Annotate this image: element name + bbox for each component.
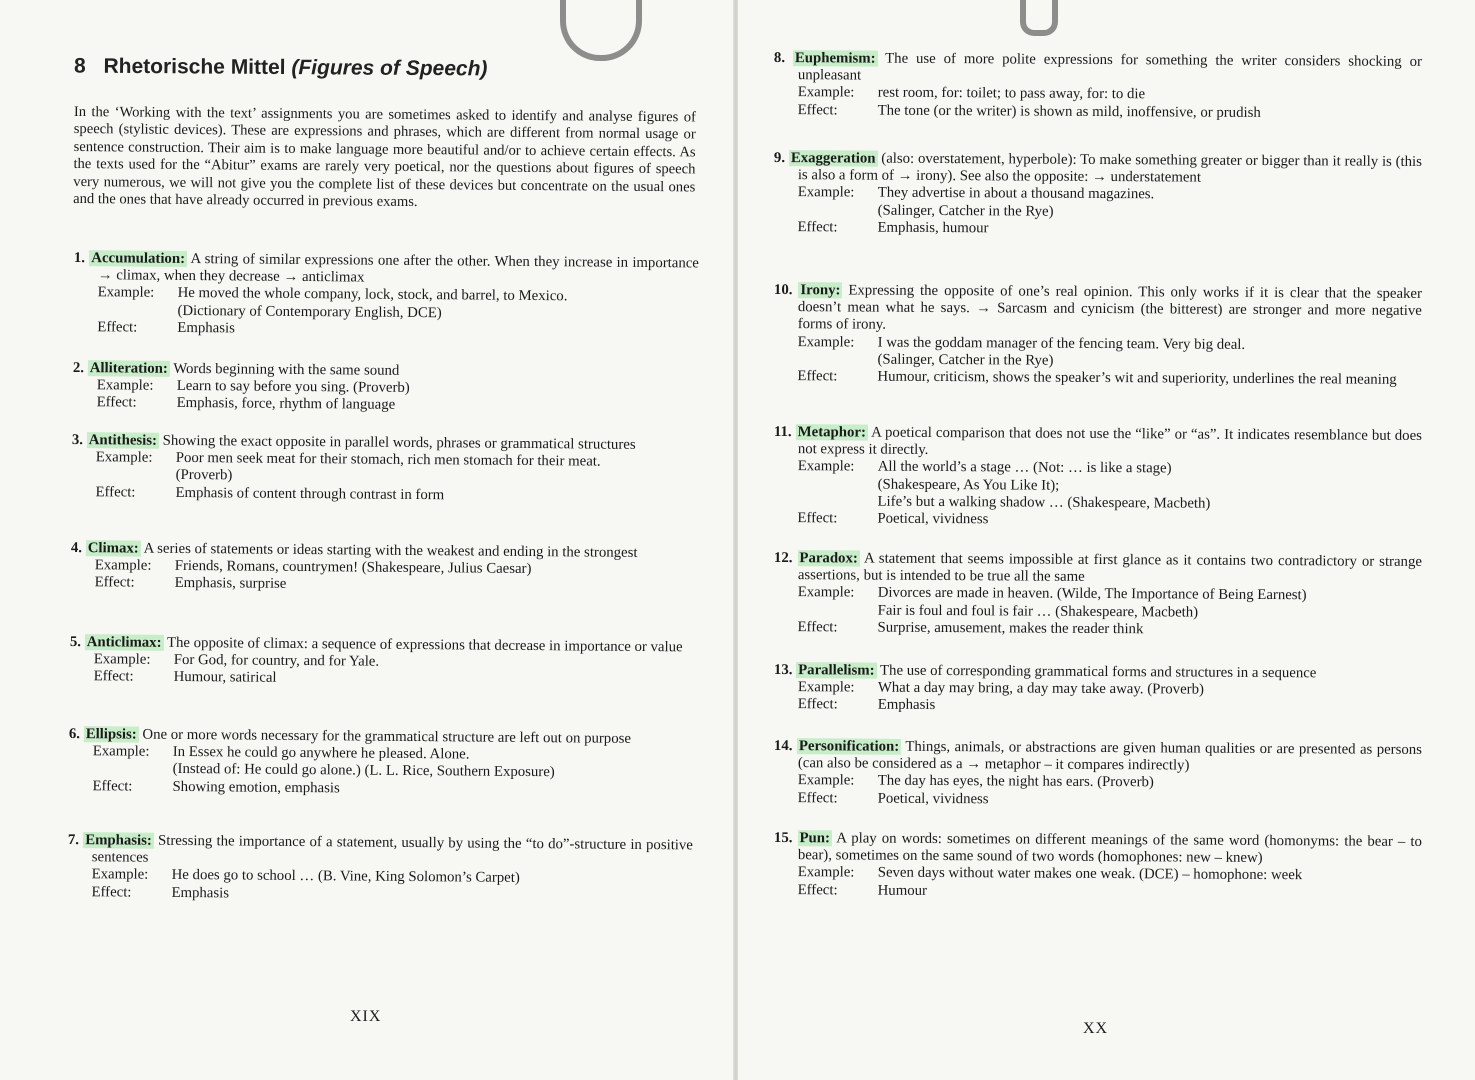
- example-label: Example:: [92, 743, 150, 760]
- effect-text: Emphasis: [877, 697, 936, 714]
- example-continuation: (Instead of: He could go alone.) (L. L. Rice, Southern Exposure): [172, 761, 555, 781]
- entry-term: Euphemism:: [794, 50, 876, 67]
- figure-entry: [774, 830, 1422, 903]
- example-text: rest room, for: toilet; to pass away, for: to die: [877, 85, 1146, 103]
- effect-text: Emphasis, humour: [877, 219, 989, 237]
- effect-label: Effect:: [797, 218, 838, 236]
- example-text: All the world’s a stage … (Not: … is like a stage): [877, 459, 1172, 477]
- example-text: What a day may bring, a day may take away. (Proverb): [877, 679, 1204, 698]
- effect-label: Effect:: [94, 574, 135, 591]
- effect-row: [774, 102, 1422, 123]
- effect-text: Poetical, vividness: [877, 510, 989, 528]
- figure-entry: [73, 250, 699, 341]
- entry-heading: [774, 738, 1422, 776]
- intro-paragraph: In the ‘Working with the text’ assignments you are sometimes asked to identify and analyse figures of speech (stylistic devices). These are expressions and phrases, which are different from normal usage or sentence construction. Their aim is to make language more beautiful and/or to achieve certain effects. As the texts used for the “Abitur” exams are rarely very poetical, nor the questions about figures of speech very numerous, we will not give you the complete list of these devices but concentrate on the usual ones and the ones that have already occurred in previous exams.: [73, 104, 696, 211]
- entry-definition: Showing the exact opposite in parallel words, phrases or grammatical structures: [162, 432, 636, 453]
- example-text: Divorces are made in heaven. (Wilde, The Importance of Being Earnest): [877, 585, 1307, 604]
- effect-text: Humour, criticism, shows the speaker’s wit and superiority, underlines the real meaning: [877, 368, 1397, 388]
- effect-label: Effect:: [97, 319, 138, 336]
- example-text: Friends, Romans, countrymen! (Shakespeare, Julius Caesar): [174, 558, 532, 578]
- example-label: Example:: [797, 864, 855, 881]
- effect-label: Effect:: [797, 368, 838, 385]
- entry-term: Accumulation:: [91, 250, 186, 267]
- entry-number: 13.: [773, 662, 793, 679]
- effect-row: [774, 696, 1422, 717]
- example-label: Example:: [94, 557, 152, 574]
- entry-heading: [774, 150, 1422, 188]
- entry-term: Antithesis:: [88, 432, 158, 449]
- figure-entry: [71, 540, 696, 597]
- effect-label: Effect:: [797, 510, 838, 527]
- entry-term: Irony:: [800, 282, 841, 299]
- figure-entry: [68, 726, 694, 800]
- entry-definition: A play on words: sometimes on different meanings of the same word (homonyms: the bear – to bear), sometimes on the same sound of two words (homophones: new – knew): [797, 830, 1423, 867]
- entry-number: 10.: [773, 282, 793, 299]
- effect-label: Effect:: [797, 789, 838, 806]
- example-text: He moved the whole company, lock, stock, and barrel, to Mexico.: [177, 285, 568, 305]
- entry-term: Alliteration:: [89, 360, 168, 377]
- example-continuation: (Salinger, Catcher in the Rye): [877, 202, 1054, 220]
- entry-number: 3.: [71, 432, 84, 449]
- example-text: He does go to school … (B. Vine, King Solomon’s Carpet): [171, 867, 520, 887]
- example-text: Poor men seek meat for their stomach, rich men stomach for their meat.: [175, 450, 601, 470]
- example-text: For God, for country, and for Yale.: [173, 652, 380, 670]
- example-label: Example:: [797, 584, 855, 601]
- entry-number: 2.: [72, 360, 85, 377]
- entry-number: 8.: [773, 50, 786, 67]
- example-label: Example:: [797, 679, 855, 696]
- effect-label: Effect:: [92, 777, 133, 795]
- example-label: Example:: [797, 184, 855, 201]
- effect-text: Showing emotion, emphasis: [172, 778, 340, 796]
- example-label: Example:: [97, 284, 155, 302]
- figure-entry: [71, 432, 697, 506]
- entry-term: Pun:: [799, 830, 831, 847]
- entry-definition: A string of similar expressions one after the other. When they increase in importance → climax, when they decrease → anticlimax: [97, 251, 699, 286]
- entry-definition: The use of more polite expressions for something the writer considers shocking or unpleasant: [797, 50, 1422, 84]
- example-text: In Essex he could go anywhere he pleased. Alone.: [172, 744, 470, 763]
- effect-row: [773, 368, 1421, 389]
- entry-definition: Things, animals, or abstractions are given human qualities or are presented as persons (can also be considered as a → metaphor – it compares indirectly): [797, 738, 1422, 774]
- entry-definition: Expressing the opposite of one’s real opinion. This only works if it is clear that the speaker doesn’t mean what he says. → Sarcasm and cynicism (the bitterest) are stronger and more negative forms of irony.: [797, 282, 1422, 334]
- entry-term: Ellipsis:: [85, 726, 137, 743]
- entry-number: 1.: [73, 250, 86, 267]
- example-continuation: (Proverb): [175, 467, 233, 484]
- example-text: I was the goddam manager of the fencing team. Very big deal.: [877, 334, 1246, 353]
- example-label: Example:: [797, 84, 855, 101]
- example-continuation: (Shakespeare, As You Like It);: [877, 476, 1060, 494]
- entry-number: 12.: [773, 550, 793, 567]
- figure-entry: [67, 832, 693, 906]
- effect-label: Effect:: [95, 483, 136, 501]
- effect-row: [774, 882, 1422, 903]
- example-continuation: Life’s but a walking shadow … (Shakespeare, Macbeth): [877, 493, 1211, 512]
- entry-term: Paradox:: [799, 550, 858, 567]
- entry-term: Anticlimax:: [86, 634, 162, 651]
- entry-term: Parallelism:: [798, 662, 875, 679]
- entry-number: 4.: [70, 540, 83, 557]
- example-label: Example:: [797, 458, 855, 475]
- entry-number: 5.: [69, 634, 82, 651]
- effect-label: Effect:: [797, 618, 838, 636]
- entry-definition: The use of corresponding grammatical forms and structures in a sequence: [879, 662, 1317, 682]
- example-continuation: (Dictionary of Contemporary English, DCE): [177, 302, 442, 321]
- entry-number: 6.: [68, 726, 81, 743]
- effect-label: Effect:: [91, 883, 132, 901]
- effect-text: Surprise, amusement, makes the reader think: [877, 619, 1144, 638]
- effect-text: Poetical, vividness: [877, 790, 989, 807]
- chapter-number: 8: [73, 54, 86, 78]
- effect-text: Emphasis, force, rhythm of language: [176, 395, 396, 414]
- entry-term: Emphasis:: [85, 832, 152, 849]
- entry-heading: [774, 550, 1422, 588]
- example-label: Example:: [93, 651, 151, 668]
- entry-heading: [74, 250, 699, 290]
- figure-entry: [774, 738, 1422, 811]
- figure-entry: [773, 424, 1422, 531]
- example-label: Example:: [96, 377, 154, 394]
- entry-definition: A statement that seems impossible at first glance as it contains two contradictory or strange assertions, but is intended to be true all the same: [797, 550, 1422, 586]
- entry-definition: Stressing the importance of a statement, usually by using the “to do”-structure in positive sentences: [91, 832, 693, 866]
- right-page: [738, 0, 1475, 1080]
- entry-number: 14.: [773, 738, 793, 755]
- figure-entry: [774, 50, 1422, 123]
- entry-heading: [774, 830, 1422, 868]
- entry-heading: [774, 50, 1422, 88]
- entry-number: 11.: [773, 424, 792, 441]
- effect-label: Effect:: [797, 101, 838, 118]
- effect-text: Emphasis, surprise: [174, 575, 287, 593]
- entry-definition: A series of statements or ideas starting with the weakest and ending in the strongest: [143, 540, 638, 561]
- figure-entry: [773, 150, 1422, 240]
- effect-label: Effect:: [797, 881, 838, 898]
- effect-label: Effect:: [797, 696, 838, 713]
- page-number-right: XX: [1083, 1020, 1109, 1037]
- example-continuation: (Salinger, Catcher in the Rye): [877, 351, 1054, 369]
- example-text: The day has eyes, the night has ears. (Proverb): [877, 773, 1154, 791]
- entry-definition: Words beginning with the same sound: [173, 360, 400, 379]
- entry-definition: The opposite of climax: a sequence of expressions that decrease in importance or value: [166, 634, 683, 656]
- figure-entry: [73, 360, 698, 417]
- effect-text: The tone (or the writer) is shown as mild, inoffensive, or prudish: [877, 102, 1261, 121]
- entry-term: Personification:: [798, 738, 900, 755]
- entry-term: Metaphor:: [797, 424, 866, 441]
- page-number-left: XIX: [350, 1008, 382, 1025]
- entry-definition: One or more words necessary for the grammatical structure are left out on purpose: [142, 726, 632, 747]
- figure-entry: [773, 550, 1422, 640]
- entry-heading: [774, 282, 1422, 338]
- effect-row: [774, 790, 1422, 811]
- effect-label: Effect:: [96, 394, 137, 411]
- entry-term: Exaggeration: [790, 150, 876, 167]
- effect-text: Emphasis: [177, 319, 235, 337]
- entry-heading: [68, 832, 693, 872]
- effect-text: Humour: [877, 882, 928, 899]
- effect-text: Humour, satirical: [173, 669, 277, 687]
- entry-definition: A poetical comparison that does not use the “like” or “as”. It indicates resemblance but does not express it directly.: [797, 424, 1422, 459]
- example-label: Example:: [797, 333, 855, 351]
- example-text: Learn to say before you sing. (Proverb): [176, 378, 410, 397]
- effect-row: [773, 219, 1421, 240]
- chapter-subtitle: (Figures of Speech): [291, 56, 488, 81]
- entry-number: 9.: [773, 150, 786, 167]
- figure-entry: [773, 282, 1422, 389]
- chapter-title: [74, 55, 488, 82]
- example-text: They advertise in about a thousand magazines.: [877, 185, 1155, 203]
- entry-number: 7.: [67, 832, 80, 849]
- effect-row: [773, 510, 1421, 531]
- figure-entry: [70, 634, 695, 691]
- entry-term: Climax:: [87, 540, 139, 557]
- left-page: [0, 0, 735, 1080]
- example-label: Example:: [797, 772, 855, 789]
- effect-label: Effect:: [93, 668, 134, 685]
- effect-row: [773, 619, 1421, 640]
- binder-clip: [560, 0, 642, 61]
- figure-entry: [774, 662, 1422, 718]
- chapter-title-text: Rhetorische Mittel: [103, 54, 286, 80]
- example-label: Example:: [95, 449, 153, 466]
- effect-text: Emphasis: [171, 884, 230, 902]
- entry-heading: [774, 424, 1422, 462]
- entry-number: 15.: [773, 830, 793, 847]
- entry-definition: (also: overstatement, hyperbole): To make something greater or bigger than it really is (this is also a form of → irony). See also the opposite: → understatement: [797, 150, 1422, 186]
- example-label: Example:: [91, 866, 149, 884]
- binder-clip: [1020, 0, 1058, 36]
- example-continuation: Fair is foul and foul is fair … (Shakespeare, Macbeth): [877, 602, 1199, 621]
- example-text: Seven days without water makes one weak. (DCE) – homophone: week: [877, 865, 1303, 884]
- effect-text: Emphasis of content through contrast in form: [175, 484, 445, 503]
